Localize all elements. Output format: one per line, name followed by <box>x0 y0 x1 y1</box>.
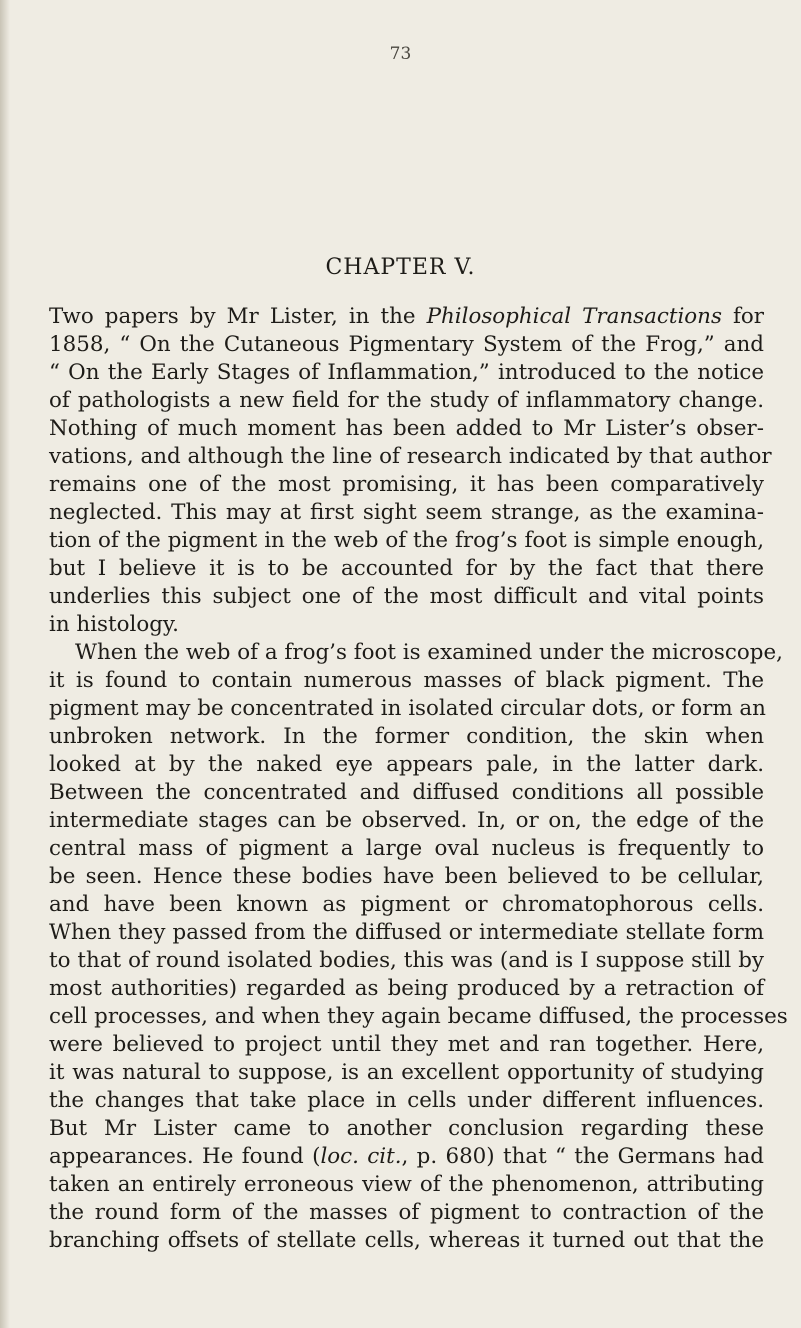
text-line: it is found to contain numerous masses of black pigment. The <box>49 668 764 693</box>
text-line: the round form of the masses of pigment to contraction of the <box>49 1200 764 1225</box>
text-line: Between the concentrated and diffused conditions all possible <box>49 780 764 805</box>
text-line: neglected. This may at first sight seem strange, as the examina- <box>49 500 764 525</box>
text-line: it was natural to suppose, is an excellent opportunity of studying <box>49 1060 764 1085</box>
text-line: underlies this subject one of the most difficult and vital points <box>49 584 764 609</box>
text-line: the changes that take place in cells under different influences. <box>49 1088 764 1113</box>
text-line: “ On the Early Stages of Inflammation,” introduced to the notice <box>49 360 764 385</box>
text-line: remains one of the most promising, it has been comparatively <box>49 472 764 497</box>
text-line: branching offsets of stellate cells, whereas it turned out that the <box>49 1228 764 1253</box>
text-line: When they passed from the diffused or intermediate stellate form <box>49 920 764 945</box>
text-line: most authorities) regarded as being produced by a retraction of <box>49 976 764 1001</box>
text-line: cell processes, and when they again became diffused, the processes <box>49 1004 788 1029</box>
text-line: vations, and although the line of research indicated by that author <box>49 444 772 469</box>
text-line: pigment may be concentrated in isolated circular dots, or form an <box>49 696 766 721</box>
page-number: 73 <box>389 44 412 64</box>
text-line: central mass of pigment a large oval nucleus is frequently to <box>49 836 764 861</box>
chapter-title: CHAPTER V. <box>325 255 476 280</box>
text-line: tion of the pigment in the web of the frog’s foot is simple enough, <box>49 528 764 553</box>
text-line: looked at by the naked eye appears pale, in the latter dark. <box>49 752 764 777</box>
text-line: were believed to project until they met and ran together. Here, <box>49 1032 764 1057</box>
text-line: taken an entirely erroneous view of the phenomenon, attributing <box>49 1172 764 1197</box>
text-line: in histology. <box>49 612 179 637</box>
text-line: to that of round isolated bodies, this was (and is I suppose still by <box>49 948 764 973</box>
text-line: but I believe it is to be accounted for by the fact that there <box>49 556 764 581</box>
text-line: 1858, “ On the Cutaneous Pigmentary System of the Frog,” and <box>49 332 764 357</box>
text-line: Two papers by Mr Lister, in the Philosophical Transactions for <box>49 304 764 329</box>
page-gutter-shadow <box>0 0 10 1328</box>
text-line: appearances. He found (loc. cit., p. 680) that “ the Germans had <box>49 1144 765 1169</box>
text-line: But Mr Lister came to another conclusion regarding these <box>49 1116 764 1141</box>
text-line: intermediate stages can be observed. In, or on, the edge of the <box>49 808 764 833</box>
body-text <box>49 303 788 1255</box>
text-line: When the web of a frog’s foot is examined under the microscope, <box>75 640 783 665</box>
text-line: of pathologists a new field for the study of inflammatory change. <box>49 388 764 413</box>
text-line: Nothing of much moment has been added to Mr Lister’s obser- <box>49 416 764 441</box>
text-line: unbroken network. In the former condition, the skin when <box>49 724 764 749</box>
text-line: be seen. Hence these bodies have been believed to be cellular, <box>49 864 764 889</box>
text-line: and have been known as pigment or chromatophorous cells. <box>49 892 764 917</box>
